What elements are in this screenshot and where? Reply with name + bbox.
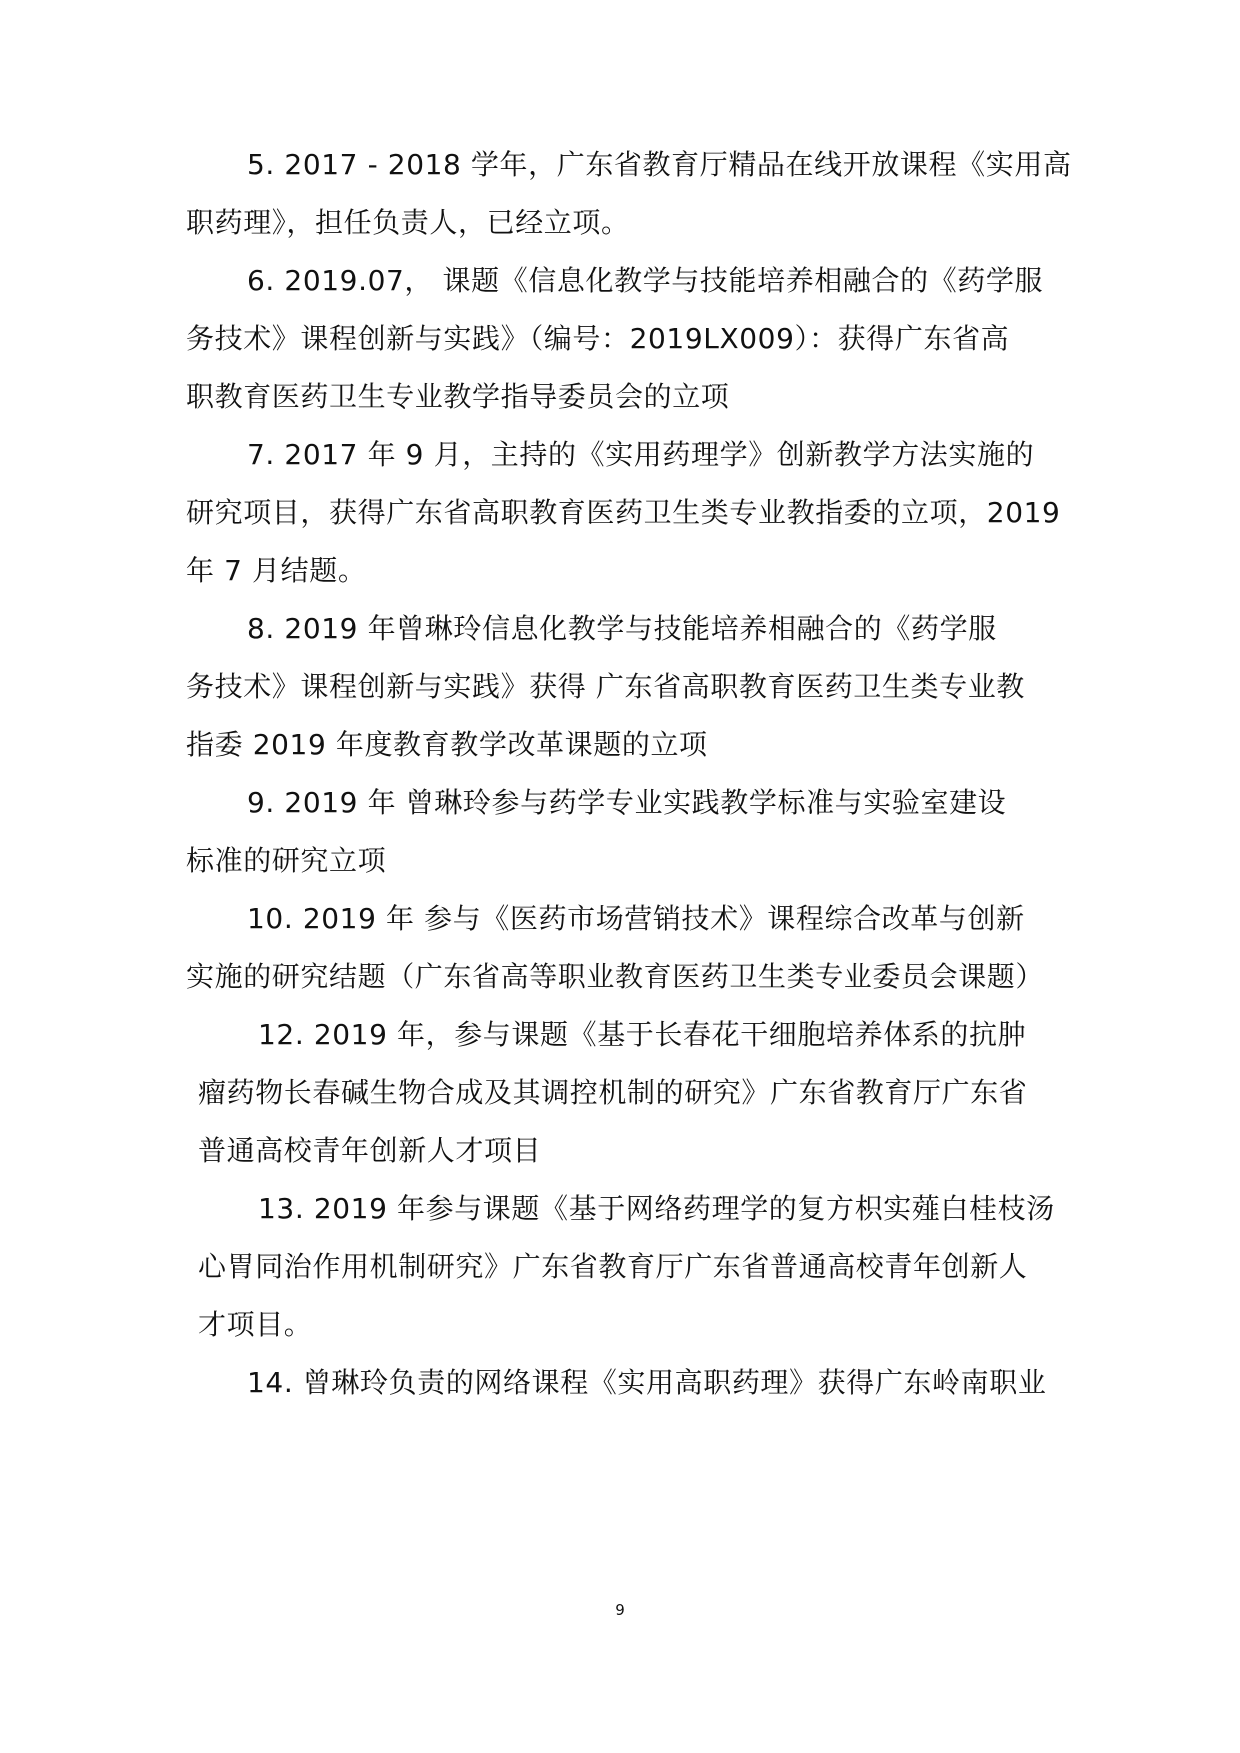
page-number: 9 [615, 1601, 625, 1619]
paragraph-7-line-3: 年 7 月结题。 [186, 554, 367, 587]
paragraph-13-line-2: 心胃同治作用机制研究》广东省教育厅广东省普通高校青年创新人 [198, 1250, 1028, 1283]
paragraph-6-line-1: 6. 2019.07， 课题《信息化教学与技能培养相融合的《药学服 [247, 264, 1044, 297]
paragraph-9-line-2: 标准的研究立项 [186, 844, 387, 877]
paragraph-10-line-2: 实施的研究结题（广东省高等职业教育医药卫生类专业委员会课题） [186, 960, 1045, 993]
paragraph-9-line-1: 9. 2019 年 曾琳玲参与药学专业实践教学标准与实验室建设 [247, 786, 1007, 819]
paragraph-8-line-2: 务技术》课程创新与实践》获得 广东省高职教育医药卫生类专业教 [186, 670, 1025, 703]
paragraph-6-line-3: 职教育医药卫生专业教学指导委员会的立项 [186, 380, 730, 413]
paragraph-8-line-1: 8. 2019 年曾琳玲信息化教学与技能培养相融合的《药学服 [247, 612, 997, 645]
paragraph-7-line-1: 7. 2017 年 9 月，主持的《实用药理学》创新教学方法实施的 [247, 438, 1035, 471]
paragraph-12-line-1: 12. 2019 年，参与课题《基于长春花干细胞培养体系的抗肿 [258, 1018, 1027, 1051]
paragraph-8-line-3: 指委 2019 年度教育教学改革课题的立项 [186, 728, 708, 761]
paragraph-10-line-1: 10. 2019 年 参与《医药市场营销技术》课程综合改革与创新 [247, 902, 1025, 935]
paragraph-5-line-2: 职药理》，担任负责人，已经立项。 [186, 206, 630, 239]
paragraph-7-line-2: 研究项目，获得广东省高职教育医药卫生类专业教指委的立项，2019 [186, 496, 1061, 529]
paragraph-14-line-1: 14. 曾琳玲负责的网络课程《实用高职药理》获得广东岭南职业 [247, 1366, 1047, 1399]
paragraph-6-line-2: 务技术》课程创新与实践》（编号：2019LX009）：获得广东省高 [186, 322, 1010, 355]
paragraph-13-line-1: 13. 2019 年参与课题《基于网络药理学的复方枳实薤白桂枝汤 [258, 1192, 1055, 1225]
paragraph-12-line-3: 普通高校青年创新人才项目 [198, 1134, 542, 1167]
paragraph-12-line-2: 瘤药物长春碱生物合成及其调控机制的研究》广东省教育厅广东省 [198, 1076, 1028, 1109]
paragraph-13-line-3: 才项目。 [198, 1308, 313, 1341]
paragraph-5-line-1: 5. 2017 - 2018 学年，广东省教育厅精品在线开放课程《实用高 [247, 148, 1072, 181]
